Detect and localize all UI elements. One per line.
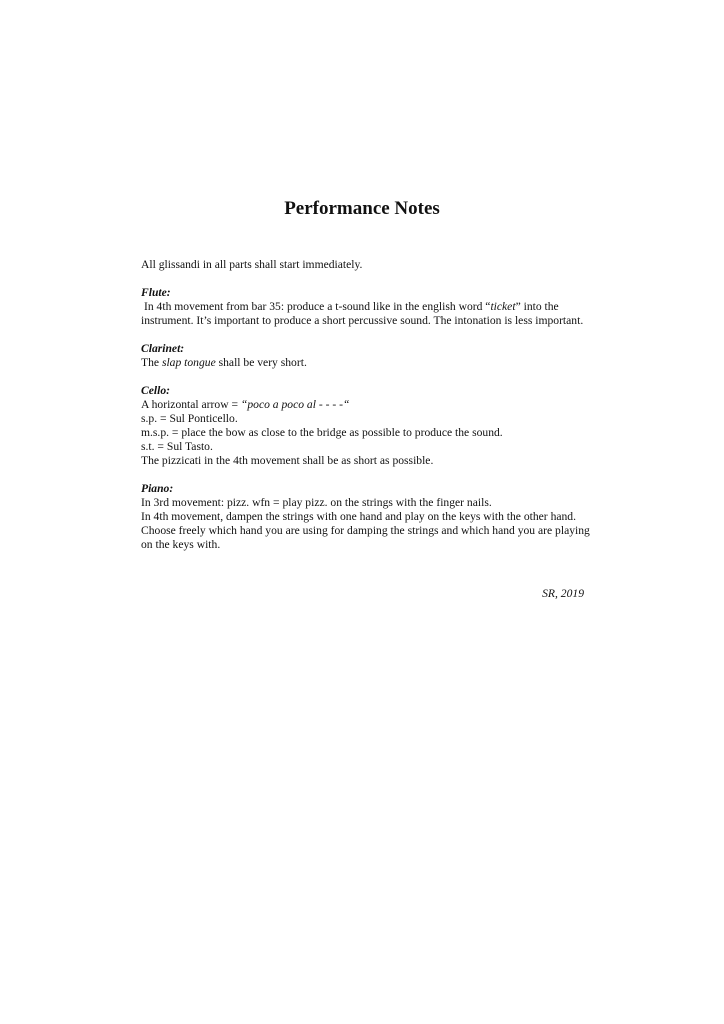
clarinet-paragraph <box>141 356 591 370</box>
signature: SR, 2019 <box>542 587 584 600</box>
section-clarinet <box>141 342 591 370</box>
clarinet-heading: Clarinet: <box>141 342 185 355</box>
cello-arrow-text: A horizontal arrow = <box>141 398 241 411</box>
flute-text-after: ” into the instrument. It’s important to produce a short percussive sound. The intonation is less important. <box>141 300 584 327</box>
piano-line: In 4th movement, dampen the strings with one hand and play on the keys with the other hand. Choose freely which hand you are using for damping the strings and which hand you are playing on the keys with. <box>141 510 590 551</box>
piano-line: In 3rd movement: pizz. wfn = play pizz. on the strings with the finger nails. <box>141 496 492 509</box>
clarinet-emphasis: slap tongue <box>161 356 216 369</box>
section-flute <box>141 286 591 328</box>
page-title: Performance Notes <box>284 198 440 219</box>
intro-paragraph: All glissandi in all parts shall start immediately. <box>141 258 363 271</box>
cello-line: The pizzicati in the 4th movement shall be as short as possible. <box>141 454 434 467</box>
cello-line: s.t. = Sul Tasto. <box>141 440 213 453</box>
cello-line: s.p. = Sul Ponticello. <box>141 412 238 425</box>
flute-text-before: In 4th movement from bar 35: produce a t-sound like in the english word “ <box>144 300 491 313</box>
piano-heading: Piano: <box>141 482 174 495</box>
notes-body <box>141 258 591 566</box>
clarinet-text-after: shall be very short. <box>215 356 307 369</box>
cello-arrow-emphasis: “poco a poco al - - - -“ <box>240 398 350 411</box>
cello-heading: Cello: <box>141 384 170 397</box>
cello-line: m.s.p. = place the bow as close to the bridge as possible to produce the sound. <box>141 426 503 439</box>
cello-arrow-line <box>141 398 591 412</box>
section-cello <box>141 384 591 468</box>
clarinet-text-before: The <box>141 356 162 369</box>
flute-emphasis: ticket <box>490 300 516 313</box>
section-piano <box>141 482 591 552</box>
flute-heading: Flute: <box>141 286 171 299</box>
flute-paragraph <box>141 300 591 328</box>
